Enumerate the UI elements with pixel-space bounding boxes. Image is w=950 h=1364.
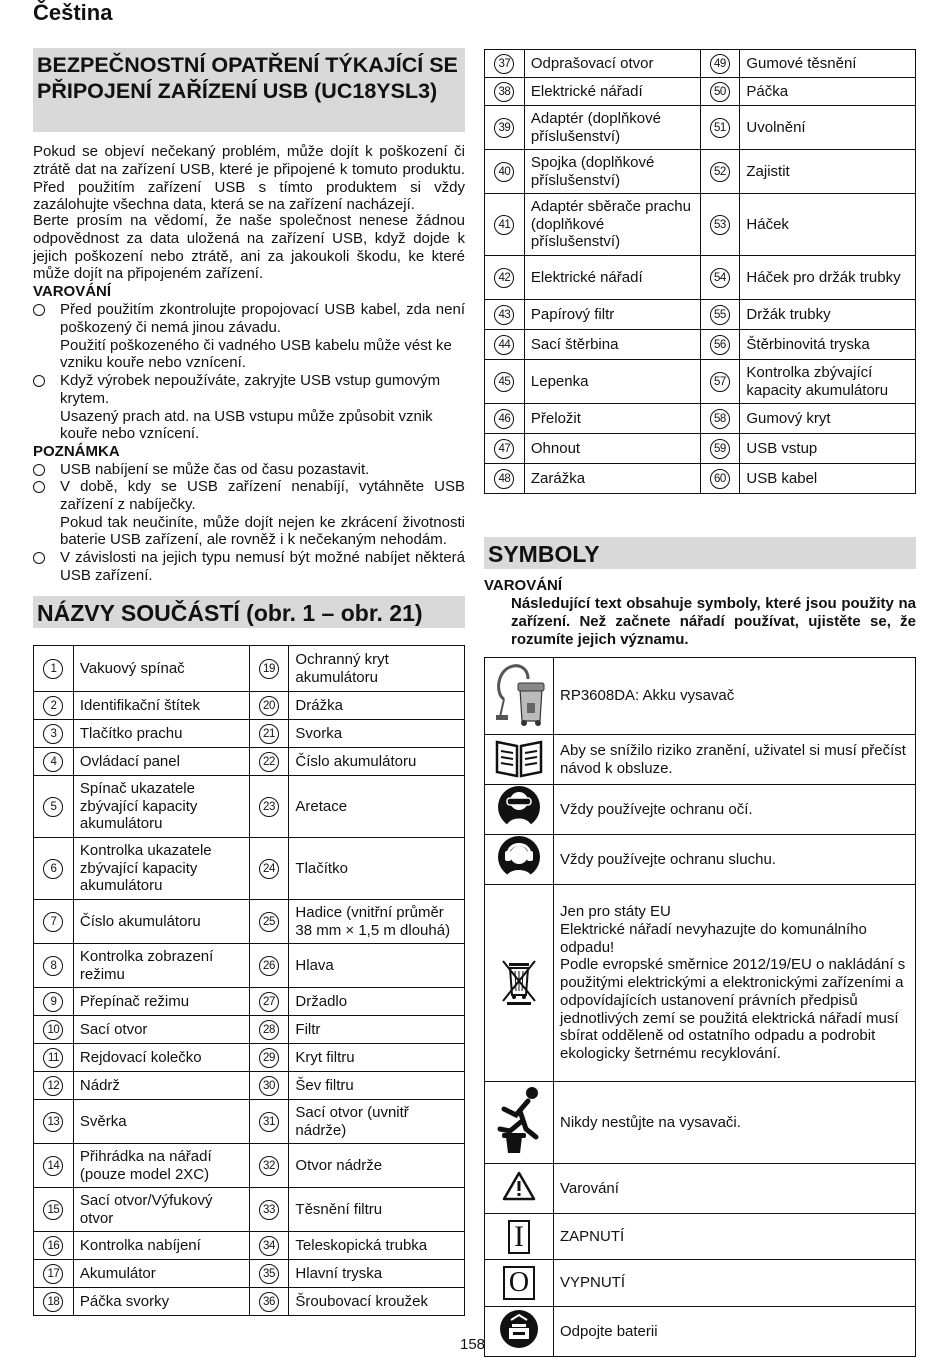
part-number xyxy=(485,78,525,106)
part-label: Uvolnění xyxy=(740,106,916,150)
parts-row xyxy=(34,1016,465,1044)
part-number xyxy=(485,50,525,78)
part-number-badge: 33 xyxy=(259,1200,279,1220)
weee-bin-icon xyxy=(485,885,554,1082)
part-label: Spínač ukazatele zbývající kapacity akumulátoru xyxy=(73,776,249,838)
part-number xyxy=(249,720,289,748)
part-label: Adaptér sběrače prachu (doplňkové příslušenství) xyxy=(524,194,700,256)
part-label: Gumové těsnění xyxy=(740,50,916,78)
part-number-badge: 39 xyxy=(494,118,514,138)
warning-triangle-icon xyxy=(485,1164,554,1214)
part-number-badge: 2 xyxy=(43,696,63,716)
part-number-badge: 1 xyxy=(43,659,63,679)
part-number xyxy=(485,464,525,494)
symbol-desc: Nikdy nestůjte na vysavači. xyxy=(554,1082,916,1164)
parts-row xyxy=(34,1072,465,1100)
bullet-circle-icon xyxy=(33,552,45,564)
part-number-badge: 45 xyxy=(494,372,514,392)
part-number-badge: 30 xyxy=(259,1076,279,1096)
part-label: Sací otvor xyxy=(73,1016,249,1044)
part-number xyxy=(249,900,289,944)
part-number-badge: 44 xyxy=(494,335,514,355)
part-number-badge: 40 xyxy=(494,162,514,182)
part-number xyxy=(485,434,525,464)
part-label: Gumový kryt xyxy=(740,404,916,434)
part-number xyxy=(249,1288,289,1316)
part-number xyxy=(485,360,525,404)
part-number-badge: 35 xyxy=(259,1264,279,1284)
symbols-table xyxy=(484,657,916,1357)
part-number xyxy=(485,300,525,330)
part-number-badge: 51 xyxy=(710,118,730,138)
symbol-desc: Vždy používejte ochranu sluchu. xyxy=(554,835,916,885)
part-label: Papírový filtr xyxy=(524,300,700,330)
part-label: Kontrolka ukazatele zbývající kapacity akumulátoru xyxy=(73,838,249,900)
part-label: Odprašovací otvor xyxy=(524,50,700,78)
part-number xyxy=(34,944,74,988)
part-label: Filtr xyxy=(289,1016,465,1044)
part-number xyxy=(249,1016,289,1044)
part-label: Drážka xyxy=(289,692,465,720)
part-number xyxy=(485,330,525,360)
part-label: Nádrž xyxy=(73,1072,249,1100)
part-label: Otvor nádrže xyxy=(289,1144,465,1188)
part-number xyxy=(34,748,74,776)
usb-warning-item-1: Před použitím zkontrolujte propojovací USB kabel, zda není poškozený či nemá jinou závadu. Použití poškozeného či vadného USB kabelu může vést ke vzniku kouře nebo vznícení. xyxy=(33,301,465,372)
on-glyph: I xyxy=(508,1220,530,1254)
parts-row xyxy=(485,106,916,150)
part-number-badge: 56 xyxy=(710,335,730,355)
part-label: Hlava xyxy=(289,944,465,988)
usb-warning-heading: VAROVÁNÍ xyxy=(33,283,112,300)
part-number-badge: 24 xyxy=(259,859,279,879)
part-number xyxy=(700,150,740,194)
part-number-badge: 27 xyxy=(259,992,279,1012)
part-number-badge: 34 xyxy=(259,1236,279,1256)
part-number xyxy=(700,464,740,494)
part-number xyxy=(249,988,289,1016)
part-number-badge: 32 xyxy=(259,1156,279,1176)
bullet-circle-icon xyxy=(33,464,45,476)
part-number-badge: 13 xyxy=(43,1112,63,1132)
part-label: USB vstup xyxy=(740,434,916,464)
part-number xyxy=(34,1016,74,1044)
symbol-row xyxy=(485,1307,916,1357)
part-number xyxy=(34,900,74,944)
part-number xyxy=(34,1232,74,1260)
parts-table-left xyxy=(33,645,465,1316)
part-number xyxy=(249,1044,289,1072)
symbol-desc: Varování xyxy=(554,1164,916,1214)
part-number xyxy=(700,330,740,360)
symbol-row xyxy=(485,658,916,735)
parts-row xyxy=(34,646,465,692)
part-number xyxy=(34,1188,74,1232)
part-number-badge: 55 xyxy=(710,305,730,325)
symbol-desc: Aby se snížilo riziko zranění, uživatel si musí přečíst návod k obsluze. xyxy=(554,735,916,785)
part-number-badge: 31 xyxy=(259,1112,279,1132)
part-label: Háček pro držák trubky xyxy=(740,256,916,300)
parts-row xyxy=(34,1288,465,1316)
parts-row xyxy=(34,1260,465,1288)
part-label: Kontrolka zobrazení režimu xyxy=(73,944,249,988)
part-label: Svěrka xyxy=(73,1100,249,1144)
part-number xyxy=(34,720,74,748)
part-number-badge: 47 xyxy=(494,439,514,459)
part-label: Přeložit xyxy=(524,404,700,434)
part-label: Sací štěrbina xyxy=(524,330,700,360)
parts-row xyxy=(34,838,465,900)
parts-row xyxy=(34,720,465,748)
part-number xyxy=(249,646,289,692)
parts-row xyxy=(485,50,916,78)
part-label: Zarážka xyxy=(524,464,700,494)
part-number-badge: 54 xyxy=(710,268,730,288)
bullet-circle-icon xyxy=(33,375,45,387)
part-number-badge: 23 xyxy=(259,797,279,817)
parts-row xyxy=(34,1144,465,1188)
part-number xyxy=(249,944,289,988)
part-number xyxy=(700,106,740,150)
part-label: Ohnout xyxy=(524,434,700,464)
part-number-badge: 37 xyxy=(494,54,514,74)
part-number xyxy=(249,1260,289,1288)
parts-row xyxy=(485,404,916,434)
no-standing-icon xyxy=(485,1082,554,1164)
part-label: Aretace xyxy=(289,776,465,838)
part-label: Lepenka xyxy=(524,360,700,404)
part-label: Hlavní tryska xyxy=(289,1260,465,1288)
usb-intro-2: Berte prosím na vědomí, že naše společnost nenese žádnou odpovědnost za data uložená na zařízení USB, když dojde k jejich poškození nebo ztrátě, ani za jakoukoli škodu, ke které může dojít na připojeném zařízení. xyxy=(33,212,465,283)
language-heading: Čeština xyxy=(33,0,113,25)
part-number xyxy=(249,692,289,720)
off-icon xyxy=(485,1260,554,1307)
parts-row xyxy=(34,1100,465,1144)
symbol-row xyxy=(485,1260,916,1307)
parts-row xyxy=(34,1232,465,1260)
symbol-row xyxy=(485,885,916,1082)
part-number-badge: 6 xyxy=(43,859,63,879)
part-number-badge: 5 xyxy=(43,797,63,817)
part-number xyxy=(249,776,289,838)
symbols-section-title: SYMBOLY xyxy=(484,537,916,569)
part-number-badge: 58 xyxy=(710,409,730,429)
symbol-row xyxy=(485,785,916,835)
part-label: Elektrické nářadí xyxy=(524,256,700,300)
symbols-intro: Následující text obsahuje symboly, které jsou použity na zařízení. Než začnete nářadí používat, ujistěte se, že rozumíte jejich významu. xyxy=(511,595,916,648)
parts-row xyxy=(485,150,916,194)
part-number xyxy=(700,404,740,434)
usb-note-heading: POZNÁMKA xyxy=(33,443,120,460)
part-label: Kontrolka nabíjení xyxy=(73,1232,249,1260)
symbol-row xyxy=(485,835,916,885)
eye-protection-icon xyxy=(485,785,554,835)
part-label: Číslo akumulátoru xyxy=(289,748,465,776)
part-number-badge: 38 xyxy=(494,82,514,102)
part-number-badge: 25 xyxy=(259,912,279,932)
part-number-badge: 8 xyxy=(43,956,63,976)
parts-row xyxy=(485,434,916,464)
parts-row xyxy=(34,944,465,988)
part-label: Sací otvor (uvnitř nádrže) xyxy=(289,1100,465,1144)
weee-desc: Jen pro státy EU Elektrické nářadí nevyhazujte do komunálního odpadu! Podle evropské směrnice 2012/19/EU o nakládání s použitými elektrickými a elektronickými zařízeními a odpovídajících ustanovení právních předpisů jednotlivých zemí se použitá elektrická nářadí musí sbírat odděleně od ostatního odpadu a podrobit ekologicky šetrnému recyklování. xyxy=(554,885,916,1082)
part-number-badge: 42 xyxy=(494,268,514,288)
part-number xyxy=(249,1100,289,1144)
part-number xyxy=(485,194,525,256)
part-number-badge: 48 xyxy=(494,469,514,489)
symbol-row xyxy=(485,735,916,785)
part-number xyxy=(485,150,525,194)
part-label: Elektrické nářadí xyxy=(524,78,700,106)
part-number-badge: 3 xyxy=(43,724,63,744)
parts-row xyxy=(34,776,465,838)
part-label: Svorka xyxy=(289,720,465,748)
part-number-badge: 4 xyxy=(43,752,63,772)
part-number-badge: 49 xyxy=(710,54,730,74)
part-number-badge: 29 xyxy=(259,1048,279,1068)
part-number-badge: 41 xyxy=(494,215,514,235)
part-number xyxy=(700,78,740,106)
part-number xyxy=(249,838,289,900)
part-label: Adaptér (doplňkové příslušenství) xyxy=(524,106,700,150)
on-icon xyxy=(485,1214,554,1260)
part-number xyxy=(485,106,525,150)
symbol-desc: Vždy používejte ochranu očí. xyxy=(554,785,916,835)
part-label: Kryt filtru xyxy=(289,1044,465,1072)
part-number xyxy=(249,1232,289,1260)
part-number-badge: 9 xyxy=(43,992,63,1012)
part-number xyxy=(34,646,74,692)
symbol-row xyxy=(485,1164,916,1214)
part-number xyxy=(34,1144,74,1188)
part-number-badge: 19 xyxy=(259,659,279,679)
part-number-badge: 50 xyxy=(710,82,730,102)
part-number xyxy=(34,1072,74,1100)
part-label: Rejdovací kolečko xyxy=(73,1044,249,1072)
part-label: Držák trubky xyxy=(740,300,916,330)
part-label: Sací otvor/Výfukový otvor xyxy=(73,1188,249,1232)
vacuum-cleaner-icon xyxy=(485,658,554,735)
part-number-badge: 20 xyxy=(259,696,279,716)
part-number xyxy=(700,256,740,300)
parts-row xyxy=(34,748,465,776)
part-number xyxy=(700,434,740,464)
parts-row xyxy=(485,256,916,300)
usb-section-title: BEZPEČNOSTNÍ OPATŘENÍ TÝKAJÍCÍ SE PŘIPOJENÍ ZAŘÍZENÍ USB (UC18YSL3) xyxy=(33,48,465,132)
part-number-badge: 57 xyxy=(710,372,730,392)
part-label: Držadlo xyxy=(289,988,465,1016)
part-number xyxy=(34,1100,74,1144)
part-number-badge: 18 xyxy=(43,1292,63,1312)
part-label: Hadice (vnitřní průměr 38 mm × 1,5 m dlouhá) xyxy=(289,900,465,944)
part-label: Teleskopická trubka xyxy=(289,1232,465,1260)
parts-row xyxy=(485,300,916,330)
part-label: Kontrolka zbývající kapacity akumulátoru xyxy=(740,360,916,404)
part-number xyxy=(34,838,74,900)
part-number xyxy=(249,1144,289,1188)
symbol-desc: VYPNUTÍ xyxy=(554,1260,916,1307)
part-label: USB kabel xyxy=(740,464,916,494)
part-number-badge: 14 xyxy=(43,1156,63,1176)
parts-row xyxy=(34,1188,465,1232)
part-number-badge: 52 xyxy=(710,162,730,182)
part-number xyxy=(700,360,740,404)
part-label: Tlačítko xyxy=(289,838,465,900)
part-number-badge: 17 xyxy=(43,1264,63,1284)
part-label: Páčka svorky xyxy=(73,1288,249,1316)
part-number-badge: 26 xyxy=(259,956,279,976)
part-number xyxy=(34,988,74,1016)
part-label: Šroubovací kroužek xyxy=(289,1288,465,1316)
part-label: Identifikační štítek xyxy=(73,692,249,720)
usb-note-item-2: V době, kdy se USB zařízení nenabíjí, vytáhněte USB zařízení z nabíječky. Pokud tak neučiníte, může dojít nejen ke zkrácení životnosti baterie USB zařízení, ale rovněž i k nečekaným nehodám. xyxy=(33,478,465,549)
part-number-badge: 43 xyxy=(494,305,514,325)
bullet-circle-icon xyxy=(33,304,45,316)
part-label: Spojka (doplňkové příslušenství) xyxy=(524,150,700,194)
parts-row xyxy=(34,692,465,720)
parts-table-right xyxy=(484,49,916,494)
part-label: Šev filtru xyxy=(289,1072,465,1100)
symbol-desc: ZAPNUTÍ xyxy=(554,1214,916,1260)
part-number-badge: 53 xyxy=(710,215,730,235)
part-number xyxy=(34,1044,74,1072)
part-number xyxy=(485,404,525,434)
disconnect-battery-icon xyxy=(485,1307,554,1357)
part-number-badge: 28 xyxy=(259,1020,279,1040)
part-label: Zajistit xyxy=(740,150,916,194)
parts-row xyxy=(34,1044,465,1072)
part-label: Ovládací panel xyxy=(73,748,249,776)
usb-intro-1: Pokud se objeví nečekaný problém, může dojít k poškození či ztrátě dat na zařízení USB, které je připojené k tomuto produktu. Před použitím zařízení USB s tímto produktem si vždy zazálohujte všechna data, která se na zařízení nacházejí. xyxy=(33,143,465,214)
symbol-desc: Odpojte baterii xyxy=(554,1307,916,1357)
parts-row xyxy=(34,988,465,1016)
part-number xyxy=(249,748,289,776)
part-number xyxy=(700,300,740,330)
part-number xyxy=(700,50,740,78)
parts-row xyxy=(485,464,916,494)
symbol-row xyxy=(485,1082,916,1164)
part-label: Štěrbinovitá tryska xyxy=(740,330,916,360)
parts-row xyxy=(485,78,916,106)
off-glyph: O xyxy=(503,1266,535,1300)
part-number-badge: 22 xyxy=(259,752,279,772)
part-number-badge: 11 xyxy=(43,1048,63,1068)
bullet-circle-icon xyxy=(33,481,45,493)
part-label: Páčka xyxy=(740,78,916,106)
usb-note-item-3: V závislosti na jejich typu nemusí být možné nabíjet některá USB zařízení. xyxy=(33,549,465,585)
part-number xyxy=(249,1072,289,1100)
parts-row xyxy=(34,900,465,944)
symbols-warning-heading: VAROVÁNÍ xyxy=(484,577,563,594)
part-label: Těsnění filtru xyxy=(289,1188,465,1232)
part-number xyxy=(34,776,74,838)
part-label: Přepínač režimu xyxy=(73,988,249,1016)
part-number-badge: 46 xyxy=(494,409,514,429)
part-number xyxy=(700,194,740,256)
part-number-badge: 7 xyxy=(43,912,63,932)
part-label: Tlačítko prachu xyxy=(73,720,249,748)
part-number xyxy=(249,1188,289,1232)
parts-row xyxy=(485,330,916,360)
ear-protection-icon xyxy=(485,835,554,885)
part-number-badge: 60 xyxy=(710,469,730,489)
part-number-badge: 21 xyxy=(259,724,279,744)
part-number-badge: 59 xyxy=(710,439,730,459)
read-manual-icon xyxy=(485,735,554,785)
usb-note-item-1: USB nabíjení se může čas od času pozastavit. xyxy=(33,461,465,479)
part-label: Akumulátor xyxy=(73,1260,249,1288)
part-label: Ochranný kryt akumulátoru xyxy=(289,646,465,692)
part-number-badge: 12 xyxy=(43,1076,63,1096)
part-number xyxy=(34,692,74,720)
part-number-badge: 10 xyxy=(43,1020,63,1040)
parts-section-title: NÁZVY SOUČÁSTÍ (obr. 1 – obr. 21) xyxy=(33,596,465,628)
part-number-badge: 16 xyxy=(43,1236,63,1256)
part-number xyxy=(34,1260,74,1288)
symbol-desc: RP3608DA: Akku vysavač xyxy=(554,658,916,735)
part-number xyxy=(485,256,525,300)
part-label: Číslo akumulátoru xyxy=(73,900,249,944)
part-number xyxy=(34,1288,74,1316)
parts-row xyxy=(485,360,916,404)
part-number-badge: 15 xyxy=(43,1200,63,1220)
symbol-row xyxy=(485,1214,916,1260)
part-label: Háček xyxy=(740,194,916,256)
part-number-badge: 36 xyxy=(259,1292,279,1312)
part-label: Vakuový spínač xyxy=(73,646,249,692)
parts-row xyxy=(485,194,916,256)
usb-warning-item-2: Když výrobek nepoužíváte, zakryjte USB vstup gumovým krytem. Usazený prach atd. na USB vstupu může způsobit vznik kouře nebo vznícení. xyxy=(33,372,465,443)
part-label: Přihrádka na nářadí (pouze model 2XC) xyxy=(73,1144,249,1188)
page-number: 158 xyxy=(460,1336,486,1353)
